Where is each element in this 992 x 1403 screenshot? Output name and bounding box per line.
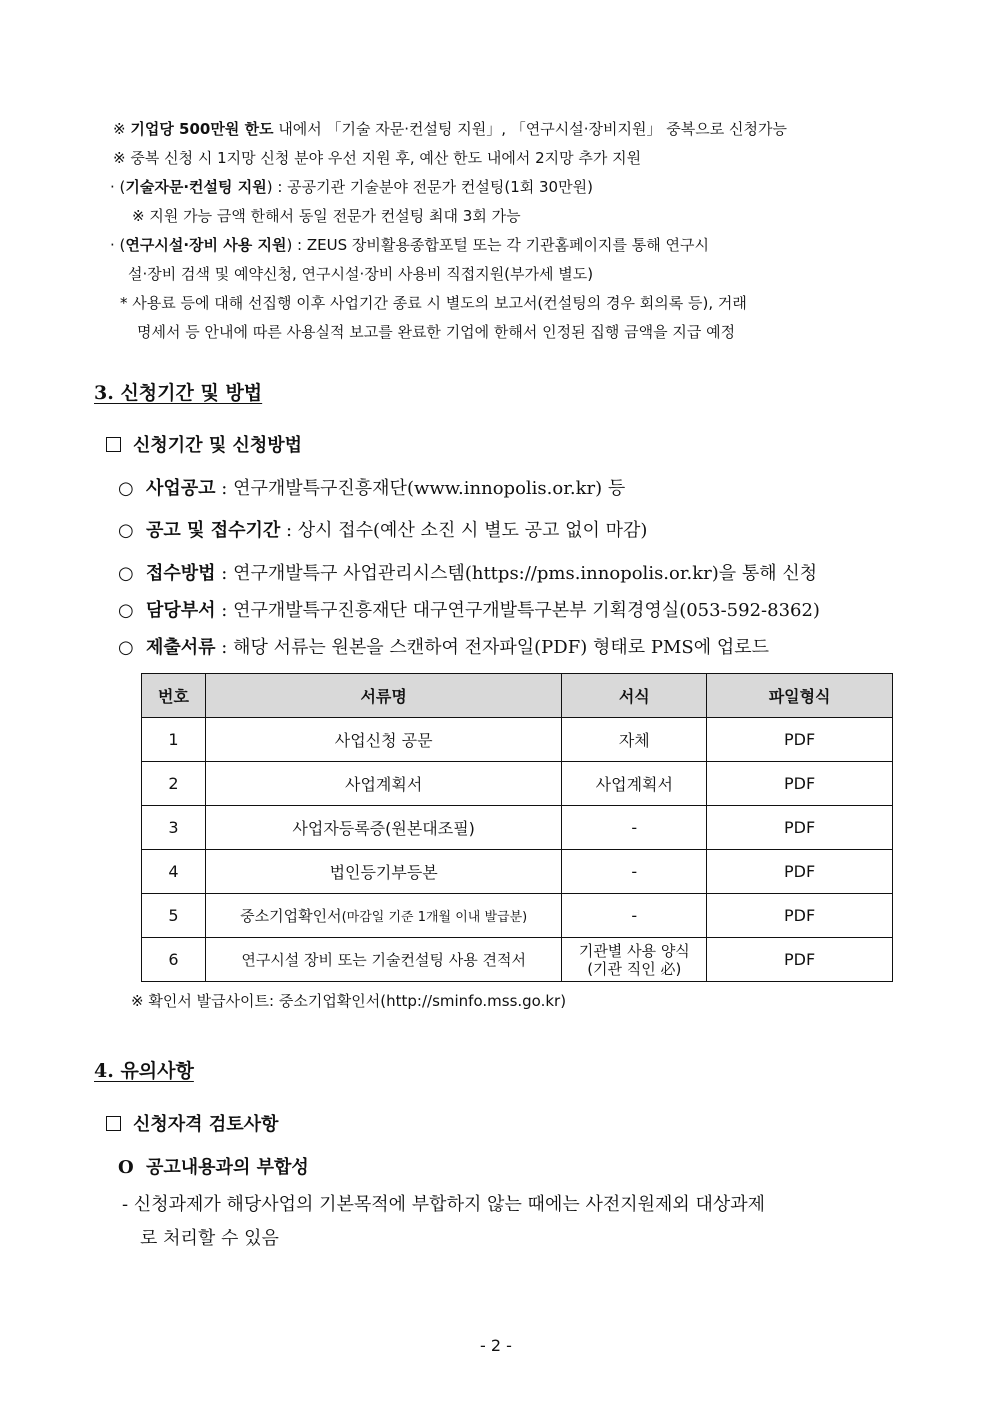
item-conformity: O 공고내용과의 부합성 [118,1157,309,1178]
conformity-body-line1: - 신청과제가 해당사업의 기본목적에 부합하지 않는 때에는 사전지원제외 대상과제 [122,1194,766,1215]
section-3-title: 3. 신청기간 및 방법 [94,382,263,404]
page-number: - 2 - [480,1336,512,1355]
item-period: ○ 공고 및 접수기간 : 상시 접수(예산 소진 시 별도 공고 없이 마감) [118,520,648,541]
fee-note-line2: 명세서 등 안내에 따른 사용실적 보고를 완료한 기업에 한해서 인정된 집행 금액을 지급 예정 [137,323,736,341]
circle-bullet-icon: O [118,1157,134,1178]
item-announcement: ○ 사업공고 : 연구개발특구진흥재단(www.innopolis.or.kr) 등 [118,478,626,499]
circle-bullet-icon: ○ [118,637,134,658]
documents-table [141,673,893,982]
item-documents: ○ 제출서류 : 해당 서류는 원본을 스캔하여 전자파일(PDF) 형태로 PMS에 업로드 [118,637,769,658]
consult-note: ※ 지원 가능 금액 한해서 동일 전문가 컨설팅 최대 3회 가능 [132,207,521,225]
equip-support-line2: 설·장비 검색 및 예약신청, 연구시설·장비 사용비 직접지원(부가세 별도) [128,265,594,283]
section-3-subtitle: 신청기간 및 신청방법 [106,431,302,457]
checkbox-icon [106,437,121,452]
table-header-row [142,674,893,718]
note-limit-bold: 기업당 500만원 한도 [130,120,274,138]
header-name: 서류명 [205,674,561,718]
circle-bullet-icon: ○ [118,478,134,499]
table-row: 2 사업계획서 사업계획서 PDF [142,762,893,806]
table-row: 1 사업신청 공문 자체 PDF [142,718,893,762]
conformity-body-line2: 로 처리할 수 있음 [140,1228,279,1249]
table-row: 4 법인등기부등본 - PDF [142,850,893,894]
consult-support-line: · (기술자문·컨설팅 지원) : 공공기관 기술분야 전문가 컨설팅(1회 30만원) [110,178,593,196]
note-duplicate: ※ 중복 신청 시 1지망 신청 분야 우선 지원 후, 예산 한도 내에서 2지망 추가 지원 [113,149,642,167]
header-no: 번호 [142,674,206,718]
table-row: 6 연구시설 장비 또는 기술컨설팅 사용 견적서 기관별 사용 양식 (기관 직인 必) PDF [142,938,893,982]
circle-bullet-icon: ○ [118,600,134,621]
circle-bullet-icon: ○ [118,563,134,584]
equip-support-line: · (연구시설·장비 사용 지원) : ZEUS 장비활용종합포털 또는 각 기관홈페이지를 통해 연구시 [110,236,710,254]
header-type: 파일형식 [707,674,893,718]
note-combined-limit: ※ 기업당 500만원 한도 내에서 「기술 자문·컨설팅 지원」, 「연구시설·장비지원」 중복으로 신청가능 [113,120,787,138]
item-department: ○ 담당부서 : 연구개발특구진흥재단 대구연구개발특구본부 기획경영실(053-592-8362) [118,600,820,621]
section-4-subtitle: 신청자격 검토사항 [106,1110,278,1136]
header-form: 서식 [562,674,707,718]
item-method: ○ 접수방법 : 연구개발특구 사업관리시스템(https://pms.innopolis.or.kr)을 통해 신청 [118,563,818,584]
table-row: 5 중소기업확인서(마감일 기준 1개월 이내 발급분) - PDF [142,894,893,938]
circle-bullet-icon: ○ [118,520,134,541]
table-row: 3 사업자등록증(원본대조필) - PDF [142,806,893,850]
section-4-title: 4. 유의사항 [94,1060,194,1082]
checkbox-icon [106,1116,121,1131]
table-note: ※ 확인서 발급사이트: 중소기업확인서(http://sminfo.mss.go.kr) [131,992,567,1010]
fee-note-line1: * 사용료 등에 대해 선집행 이후 사업기간 종료 시 별도의 보고서(컨설팅의 경우 회의록 등), 거래 [120,294,747,312]
